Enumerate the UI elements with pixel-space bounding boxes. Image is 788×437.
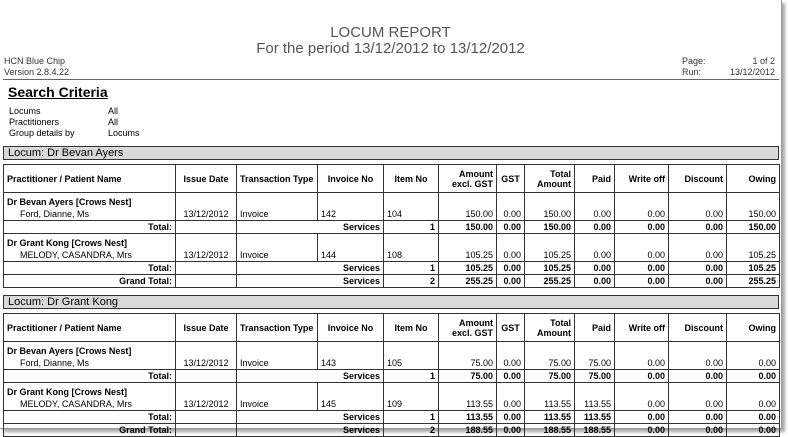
grand-total-amount: 188.55 [525,424,575,437]
practitioner-row [4,342,780,358]
practitioner-name: Dr Grant Kong [Crows Nest] [4,383,176,399]
col-amount: Amount excl. GST [439,314,497,342]
total-total: 105.25 [525,262,575,275]
grand-services-label: Services [237,424,384,437]
page-value: 1 of 2 [752,56,775,66]
total-paid: 113.55 [575,411,615,424]
total-paid: 0.00 [575,262,615,275]
table-row [4,398,780,411]
gst: 0.00 [497,357,525,370]
transaction-type: Invoice [237,398,318,411]
table-row [4,249,780,262]
col-transaction-type: Transaction Type [237,165,318,193]
col-invoice-no: Invoice No [318,165,384,193]
amount: 150.00 [439,208,497,221]
patient-name: MELODY, CASANDRA, Mrs [4,398,176,411]
item-no: 109 [384,398,439,411]
col-item-no: Item No [384,165,439,193]
total-write-off: 0.00 [615,370,669,383]
total-label: Total: [4,262,176,275]
issue-date: 13/12/2012 [176,357,237,370]
grand-total-row [4,275,780,288]
grand-paid: 188.55 [575,424,615,437]
grand-write-off: 0.00 [615,424,669,437]
criteria-value-group: Locums [108,128,140,138]
item-no: 104 [384,208,439,221]
col-write-off: Write off [615,314,669,342]
col-invoice-no: Invoice No [318,314,384,342]
total-write-off: 0.00 [615,262,669,275]
transaction-type: Invoice [237,357,318,370]
practitioner-name: Dr Bevan Ayers [Crows Nest] [4,342,176,358]
table-row [4,357,780,370]
col-issue-date: Issue Date [176,314,237,342]
col-transaction-type: Transaction Type [237,314,318,342]
total-gst: 0.00 [497,370,525,383]
total-discount: 0.00 [669,221,727,234]
col-owing: Owing [727,314,780,342]
services-label: Services [237,262,384,275]
criteria-label-locums: Locums [9,106,41,116]
grand-total-row [4,424,780,437]
services-label: Services [237,370,384,383]
transaction-type: Invoice [237,208,318,221]
gst: 0.00 [497,208,525,221]
col-paid: Paid [575,314,615,342]
paid: 0.00 [575,249,615,262]
services-label: Services [237,411,384,424]
col-practitioner: Practitioner / Patient Name [4,165,176,193]
column-header-row [4,314,780,342]
total-label: Total: [4,221,176,234]
col-gst: GST [497,314,525,342]
total-gst: 0.00 [497,221,525,234]
total-label: Total: [4,411,176,424]
issue-date: 13/12/2012 [176,249,237,262]
services-count: 1 [384,262,439,275]
grand-services-label: Services [237,275,384,288]
total-amount-excl: 105.25 [439,262,497,275]
grand-gst: 0.00 [497,275,525,288]
locum-heading: Locum: Dr Grant Kong [8,296,119,308]
write-off: 0.00 [615,208,669,221]
invoice-no: 145 [318,398,384,411]
locum-table [3,164,780,288]
invoice-no: 144 [318,249,384,262]
grand-amount: 188.55 [439,424,497,437]
issue-date: 13/12/2012 [176,208,237,221]
owing: 150.00 [727,208,780,221]
total-amount-excl: 150.00 [439,221,497,234]
col-discount: Discount [669,314,727,342]
services-count: 1 [384,370,439,383]
grand-paid: 0.00 [575,275,615,288]
total-label: Total: [4,370,176,383]
patient-name: Ford, Dianne, Ms [4,357,176,370]
col-write-off: Write off [615,165,669,193]
practitioner-row [4,234,780,250]
locum-table [3,313,780,437]
paid: 0.00 [575,208,615,221]
patient-name: MELODY, CASANDRA, Mrs [4,249,176,262]
total-total: 150.00 [525,221,575,234]
locum-heading: Locum: Dr Bevan Ayers [8,147,124,159]
total-amount: 150.00 [525,208,575,221]
amount: 75.00 [439,357,497,370]
header-divider [3,79,779,80]
total-paid: 0.00 [575,221,615,234]
grand-total-label: Grand Total: [4,275,176,288]
practitioner-row [4,193,780,209]
app-name: HCN Blue Chip [4,56,66,66]
run-label: Run: [682,67,702,77]
total-amount-excl: 75.00 [439,370,497,383]
col-discount: Discount [669,165,727,193]
grand-total-label: Grand Total: [4,424,176,437]
grand-services-count: 2 [384,424,439,437]
gst: 0.00 [497,249,525,262]
grand-discount: 0.00 [669,275,727,288]
total-owing: 105.25 [727,262,780,275]
col-total: Total Amount [525,314,575,342]
app-version: Version 2.8.4.22 [4,67,70,77]
total-discount: 0.00 [669,370,727,383]
criteria-value-locums: All [108,106,119,116]
locum-band [3,146,779,160]
grand-owing: 0.00 [727,424,780,437]
discount: 0.00 [669,398,727,411]
criteria-value-practitioners: All [108,117,119,127]
amount: 113.55 [439,398,497,411]
grand-discount: 0.00 [669,424,727,437]
col-practitioner: Practitioner / Patient Name [4,314,176,342]
total-write-off: 0.00 [615,411,669,424]
grand-services-count: 2 [384,275,439,288]
col-amount: Amount excl. GST [439,165,497,193]
criteria-label-practitioners: Practitioners [9,117,60,127]
total-total: 113.55 [525,411,575,424]
total-row [4,221,780,234]
owing: 105.25 [727,249,780,262]
discount: 0.00 [669,208,727,221]
write-off: 0.00 [615,249,669,262]
practitioner-name: Dr Bevan Ayers [Crows Nest] [4,193,176,209]
owing: 0.00 [727,398,780,411]
write-off: 0.00 [615,357,669,370]
total-total: 75.00 [525,370,575,383]
criteria-label-group: Group details by [9,128,75,138]
total-owing: 0.00 [727,411,780,424]
criteria-heading: Search Criteria [8,84,108,100]
discount: 0.00 [669,249,727,262]
total-gst: 0.00 [497,411,525,424]
gst: 0.00 [497,398,525,411]
practitioner-row [4,383,780,399]
grand-write-off: 0.00 [615,275,669,288]
services-label: Services [237,221,384,234]
grand-amount: 255.25 [439,275,497,288]
total-row [4,262,780,275]
invoice-no: 142 [318,208,384,221]
column-header-row [4,165,780,193]
total-gst: 0.00 [497,262,525,275]
total-row [4,411,780,424]
col-issue-date: Issue Date [176,165,237,193]
locum-band [3,295,779,309]
total-amount: 113.55 [525,398,575,411]
patient-name: Ford, Dianne, Ms [4,208,176,221]
amount: 105.25 [439,249,497,262]
page-label: Page: [682,56,706,66]
total-row [4,370,780,383]
item-no: 108 [384,249,439,262]
table-row [4,208,780,221]
run-value: 13/12/2012 [729,67,775,77]
invoice-no: 143 [318,357,384,370]
col-paid: Paid [575,165,615,193]
total-write-off: 0.00 [615,221,669,234]
col-gst: GST [497,165,525,193]
report-period: For the period 13/12/2012 to 13/12/2012 [256,40,525,57]
total-owing: 0.00 [727,370,780,383]
col-owing: Owing [727,165,780,193]
total-paid: 75.00 [575,370,615,383]
total-discount: 0.00 [669,411,727,424]
discount: 0.00 [669,357,727,370]
transaction-type: Invoice [237,249,318,262]
total-amount-excl: 113.55 [439,411,497,424]
owing: 0.00 [727,357,780,370]
col-total: Total Amount [525,165,575,193]
paid: 113.55 [575,398,615,411]
write-off: 0.00 [615,398,669,411]
total-discount: 0.00 [669,262,727,275]
services-count: 1 [384,411,439,424]
report-title: LOCUM REPORT [330,24,451,41]
paid: 75.00 [575,357,615,370]
services-count: 1 [384,221,439,234]
item-no: 105 [384,357,439,370]
total-amount: 75.00 [525,357,575,370]
col-item-no: Item No [384,314,439,342]
issue-date: 13/12/2012 [176,398,237,411]
total-owing: 150.00 [727,221,780,234]
grand-owing: 255.25 [727,275,780,288]
grand-gst: 0.00 [497,424,525,437]
practitioner-name: Dr Grant Kong [Crows Nest] [4,234,176,250]
grand-total-amount: 255.25 [525,275,575,288]
total-amount: 105.25 [525,249,575,262]
